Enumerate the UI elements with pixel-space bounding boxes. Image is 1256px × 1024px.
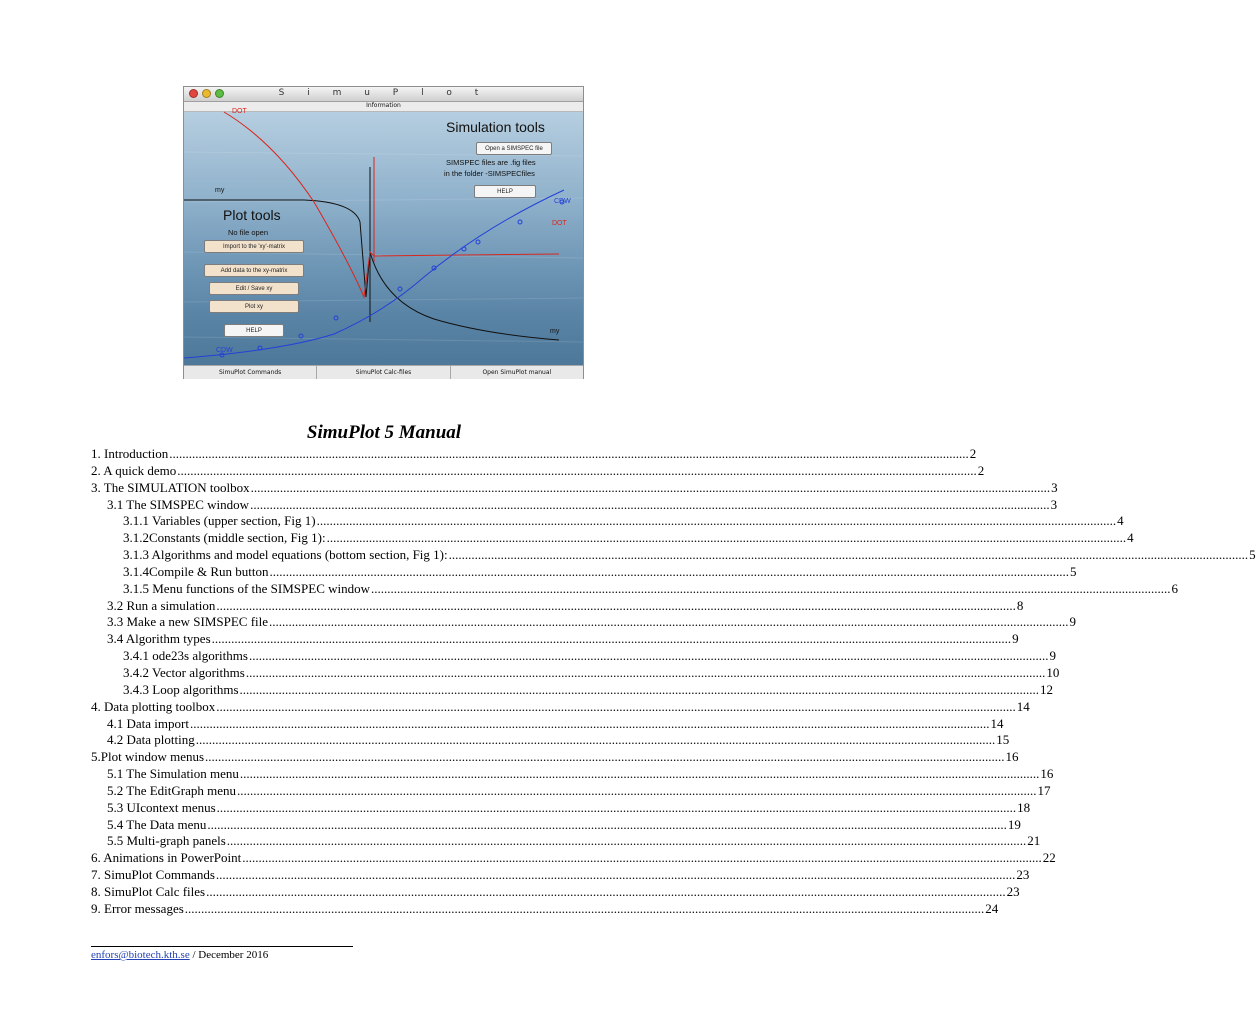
toc-entry-label: 5.1 The Simulation menu: [107, 766, 239, 782]
open-simspec-button[interactable]: Open a SIMSPEC file: [476, 142, 552, 155]
dot-label-top: DOT: [232, 108, 247, 115]
toc-entry-page: 9: [1049, 648, 1056, 664]
window-title: S i m u P l o t: [278, 88, 489, 98]
toc-leader-dots: [169, 446, 969, 463]
toc-entry-page: 18: [1017, 799, 1031, 815]
toc-entry-label: 2. A quick demo: [91, 462, 177, 478]
toc-leader-dots: [212, 631, 1012, 648]
toc-entry-label: 6. Animations in PowerPoint: [91, 850, 242, 866]
edit-save-xy-button[interactable]: Edit / Save xy: [209, 282, 299, 295]
toc-entry[interactable]: [91, 530, 1134, 547]
toc-leader-dots: [246, 665, 1046, 682]
toc-entry-page: 2: [969, 446, 977, 461]
add-data-button[interactable]: Add data to the xy-matrix: [204, 264, 304, 277]
toc-entry-label: 4.2 Data plotting: [107, 732, 195, 748]
toc-entry[interactable]: [91, 883, 1020, 901]
simspec-note-line1: SIMSPEC files are .fig files: [446, 158, 536, 167]
toc-entry[interactable]: [91, 900, 999, 918]
toc-entry-label: 3.1 The SIMSPEC window: [107, 496, 250, 512]
toc-entry-label: 7. SimuPlot Commands: [91, 867, 215, 883]
toc-entry-label: 3.4 Algorithm types: [107, 631, 211, 647]
toc-leader-dots: [269, 614, 1069, 631]
toc-entry[interactable]: [91, 816, 1021, 834]
toc-entry[interactable]: [91, 496, 1058, 514]
toc-entry-label: 5.4 The Data menu: [107, 816, 207, 832]
toc-entry[interactable]: [91, 648, 1056, 665]
toc-entry[interactable]: [91, 799, 1031, 817]
toc-leader-dots: [250, 497, 1050, 514]
toc-leader-dots: [249, 648, 1049, 665]
no-file-open-text: No file open: [228, 228, 269, 237]
toc-entry-label: 3.2 Run a simulation: [107, 597, 216, 613]
toc-entry[interactable]: [91, 867, 1030, 884]
toc-leader-dots: [216, 867, 1016, 884]
toc-entry[interactable]: [91, 732, 1010, 749]
toc-entry-label: 3.1.5 Menu functions of the SIMSPEC window: [123, 580, 370, 596]
toc-entry-page: 24: [985, 900, 999, 916]
toc-entry[interactable]: [91, 631, 1019, 648]
toc-leader-dots: [185, 901, 985, 918]
open-manual-button[interactable]: Open SimuPlot manual: [482, 369, 552, 376]
toc-entry-page: 21: [1027, 833, 1041, 849]
toc-entry-label: 3.1.1 Variables (upper section, Fig 1): [123, 513, 316, 529]
bottom-button-bar: [184, 365, 583, 379]
toc-entry-label: 5.Plot window menus: [91, 749, 205, 765]
toc-leader-dots: [371, 581, 1171, 598]
toc-entry[interactable]: [91, 850, 1056, 867]
toc-leader-dots: [205, 749, 1005, 766]
toc-leader-dots: [190, 716, 990, 733]
toc-entry[interactable]: [91, 446, 977, 463]
toc-entry-page: 16: [1040, 766, 1054, 782]
footnote-divider: [91, 946, 353, 947]
toc-leader-dots: [217, 800, 1017, 817]
toc-entry-page: 3: [1051, 479, 1058, 495]
toc-entry-page: 10: [1046, 664, 1060, 680]
toc-leader-dots: [240, 682, 1040, 699]
toc-entry-page: 22: [1042, 850, 1056, 866]
toc-leader-dots: [270, 564, 1070, 581]
toc-entry[interactable]: [91, 479, 1058, 497]
toc-leader-dots: [237, 783, 1037, 800]
toc-entry-page: 17: [1037, 782, 1051, 798]
toc-entry-page: 19: [1007, 816, 1021, 832]
toc-leader-dots: [240, 766, 1040, 783]
toc-entry-page: 14: [990, 715, 1004, 731]
toc-entry-page: 9: [1069, 614, 1077, 630]
simuplot-calc-files-button[interactable]: SimuPlot Calc-files: [317, 366, 450, 379]
toc-leader-dots: [177, 463, 977, 480]
toc-entry-label: 3.4.2 Vector algorithms: [123, 664, 245, 680]
simulation-tools-heading: Simulation tools: [446, 119, 545, 135]
toc-leader-dots: [251, 480, 1051, 497]
toc-entry-label: 4.1 Data import: [107, 715, 189, 731]
author-email-link[interactable]: enfors@biotech.kth.se: [91, 949, 190, 961]
toc-entry-page: 8: [1016, 597, 1024, 613]
plot-tools-heading: Plot tools: [223, 207, 281, 223]
toc-entry[interactable]: [91, 462, 985, 480]
toc-entry[interactable]: [91, 664, 1060, 682]
toc-entry-page: 5: [1249, 547, 1256, 563]
toc-entry-page: 2: [977, 462, 985, 478]
toc-entry[interactable]: [91, 597, 1024, 615]
plot-area: [184, 108, 583, 365]
my-label-left: my: [215, 187, 225, 194]
simuplot-window-figure: [183, 86, 584, 379]
toc-entry-page: 5: [1070, 563, 1077, 579]
toc-entry-label: 1. Introduction: [91, 446, 169, 461]
toc-entry-page: 12: [1040, 681, 1054, 697]
toc-leader-dots: [449, 547, 1249, 564]
cdw-label-bottom: CDW: [216, 347, 233, 354]
simspec-note-line2: in the folder -SIMSPECfiles: [444, 169, 535, 178]
toc-entry-page: 16: [1005, 749, 1019, 765]
toc-entry-page: 23: [1006, 883, 1020, 899]
toc-entry-page: 23: [1016, 867, 1030, 883]
toc-entry[interactable]: [91, 833, 1041, 850]
toc-entry[interactable]: [91, 766, 1054, 783]
menu-information[interactable]: Information: [366, 102, 401, 109]
toc-entry-label: 3.1.2Constants (middle section, Fig 1):: [123, 530, 326, 546]
toc-entry-page: 14: [1016, 698, 1030, 714]
toc-entry-page: 6: [1171, 580, 1178, 596]
toc-entry-label: 3.4.1 ode23s algorithms: [123, 648, 248, 664]
toc-leader-dots: [317, 513, 1117, 530]
toc-entry[interactable]: [91, 749, 1019, 766]
toc-leader-dots: [242, 850, 1042, 867]
toc-entry-page: 4: [1117, 513, 1124, 529]
toc-entry-label: 4. Data plotting toolbox: [91, 698, 216, 714]
toc-leader-dots: [207, 817, 1007, 834]
my-label-right: my: [550, 328, 560, 335]
simulation-help-button[interactable]: HELP: [474, 185, 536, 198]
toc-entry-label: 3.4.3 Loop algorithms: [123, 681, 239, 697]
toc-entry-label: 3.1.3 Algorithms and model equations (bottom section, Fig 1):: [123, 547, 448, 563]
toc-entry-label: 5.2 The EditGraph menu: [107, 782, 237, 798]
toc-entry-page: 15: [996, 732, 1010, 748]
import-xy-button[interactable]: Import to the 'xy'-matrix: [204, 240, 304, 253]
toc-entry[interactable]: [91, 547, 1256, 564]
plot-xy-button[interactable]: Plot xy: [209, 300, 299, 313]
toc-entry-label: 5.5 Multi-graph panels: [107, 833, 226, 849]
toc-entry-label: 3. The SIMULATION toolbox: [91, 479, 250, 495]
toc-leader-dots: [206, 884, 1006, 901]
toc-entry[interactable]: [91, 513, 1124, 530]
toc-leader-dots: [216, 598, 1016, 615]
toc-leader-dots: [327, 530, 1127, 547]
toc-entry[interactable]: [91, 715, 1004, 733]
toc-entry-page: 9: [1012, 631, 1019, 647]
toc-entry[interactable]: [91, 782, 1051, 800]
toc-leader-dots: [196, 732, 996, 749]
simuplot-commands-button[interactable]: SimuPlot Commands: [184, 366, 317, 379]
plot-help-button[interactable]: HELP: [224, 324, 284, 337]
footnote-date: / December 2016: [189, 949, 269, 961]
toc-entry[interactable]: [91, 614, 1077, 631]
toc-leader-dots: [216, 699, 1016, 716]
toc-entry-label: 5.3 UIcontext menus: [107, 799, 216, 815]
page-title: SimuPlot 5 Manual: [306, 422, 462, 443]
toc-entry-page: 3: [1050, 496, 1058, 512]
toc-entry-page: 4: [1127, 530, 1134, 546]
toc-entry-label: 3.3 Make a new SIMSPEC file: [107, 614, 269, 630]
toc-entry[interactable]: [91, 563, 1077, 581]
footnote: [91, 949, 268, 961]
toc-entry-label: 9. Error messages: [91, 900, 184, 916]
table-of-contents: [91, 446, 1256, 918]
dot-label-right: DOT: [552, 220, 567, 227]
toc-entry-label: 3.1.4Compile & Run button: [123, 563, 269, 579]
toc-entry-label: 8. SimuPlot Calc files: [91, 883, 206, 899]
toc-leader-dots: [227, 833, 1027, 850]
toc-entry[interactable]: [91, 580, 1178, 598]
cdw-label-top: CDW: [554, 198, 571, 205]
toc-entry[interactable]: [91, 698, 1030, 716]
window-titlebar: [184, 87, 583, 102]
toc-entry[interactable]: [91, 681, 1054, 699]
